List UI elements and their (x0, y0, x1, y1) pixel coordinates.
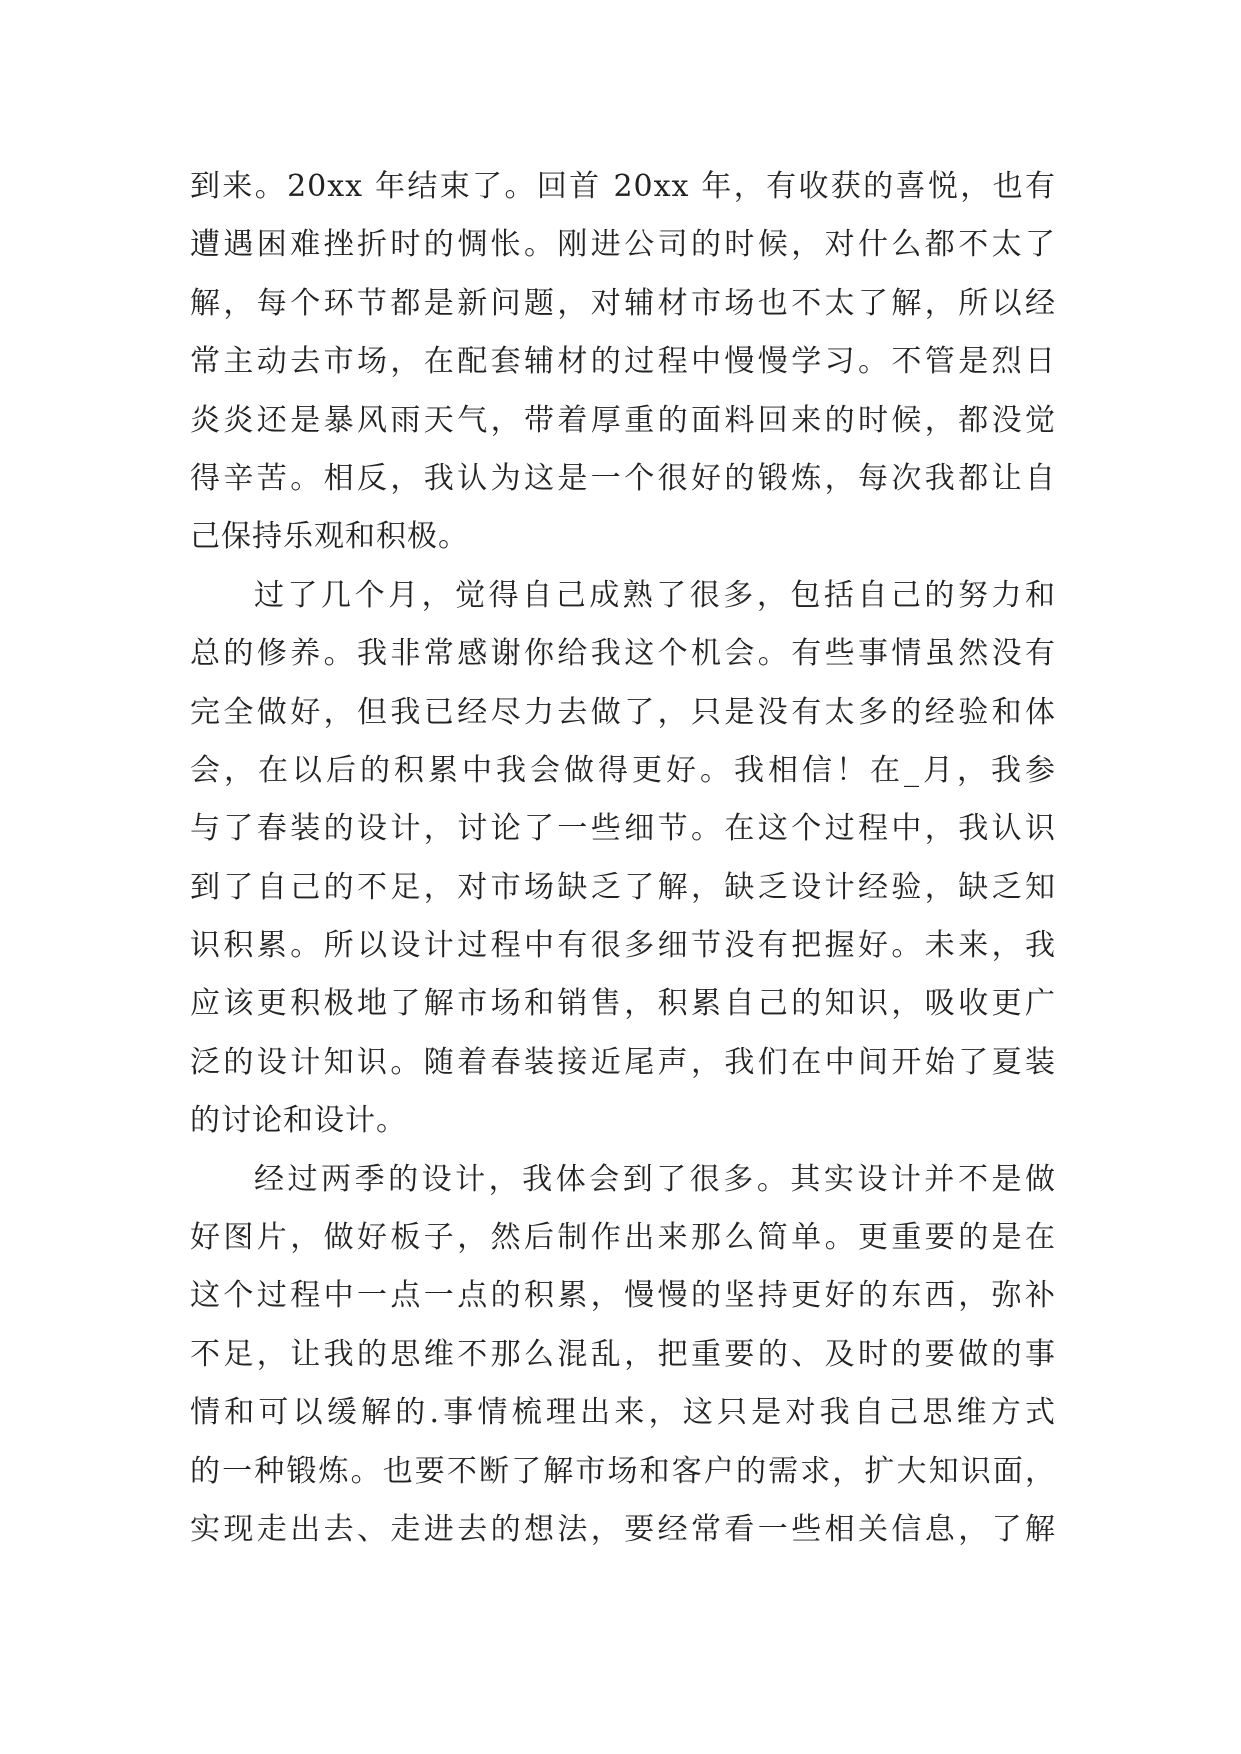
text-line: 过了几个月，觉得自己成熟了很多，包括自己的努力和 (254, 577, 1056, 613)
document-body (190, 158, 1056, 1559)
text-line: 到来。20xx 年结束了。回首 20xx 年，有收获的喜悦，也有 (190, 169, 1056, 204)
text-line: 得辛苦。相反，我认为这是一个很好的锻炼，每次我都让自 (190, 460, 1056, 496)
text-line: 的讨论和设计。 (190, 1103, 407, 1139)
text-line: 遭遇困难挫折时的惆怅。刚进公司的时候，对什么都不太了 (190, 227, 1056, 263)
text-line: 应该更积极地了解市场和销售，积累自己的知识，吸收更广 (190, 986, 1056, 1022)
text-line: 这个过程中一点一点的积累，慢慢的坚持更好的东西，弥补 (190, 1278, 1056, 1314)
text-line: 的一种锻炼。也要不断了解市场和客户的需求，扩大知识面， (190, 1453, 1056, 1489)
text-line: 经过两季的设计，我体会到了很多。其实设计并不是做 (254, 1161, 1056, 1197)
text-line: 与了春装的设计，讨论了一些细节。在这个过程中，我认识 (190, 811, 1056, 847)
text-line: 己保持乐观和积极。 (190, 519, 469, 555)
text-line: 不足，让我的思维不那么混乱，把重要的、及时的要做的事 (190, 1336, 1056, 1372)
text-line: 炎炎还是暴风雨天气，带着厚重的面料回来的时候，都没觉 (190, 402, 1056, 438)
text-line: 完全做好，但我已经尽力去做了，只是没有太多的经验和体 (190, 694, 1056, 730)
text-line: 会，在以后的积累中我会做得更好。我相信！在_月，我参 (190, 752, 1056, 788)
text-line: 解，每个环节都是新问题，对辅材市场也不太了解，所以经 (190, 285, 1056, 321)
text-line: 识积累。所以设计过程中有很多细节没有把握好。未来，我 (190, 928, 1056, 964)
text-line: 总的修养。我非常感谢你给我这个机会。有些事情虽然没有 (190, 636, 1056, 672)
text-line: 实现走出去、走进去的想法，要经常看一些相关信息，了解 (190, 1511, 1056, 1547)
text-line: 好图片，做好板子，然后制作出来那么简单。更重要的是在 (190, 1220, 1056, 1256)
text-line: 到了自己的不足，对市场缺乏了解，缺乏设计经验，缺乏知 (190, 869, 1056, 905)
text-line: 泛的设计知识。随着春装接近尾声，我们在中间开始了夏装 (190, 1044, 1056, 1080)
text-line: 情和可以缓解的.事情梳理出来，这只是对我自己思维方式 (190, 1395, 1056, 1431)
text-line: 常主动去市场，在配套辅材的过程中慢慢学习。不管是烈日 (190, 344, 1056, 380)
